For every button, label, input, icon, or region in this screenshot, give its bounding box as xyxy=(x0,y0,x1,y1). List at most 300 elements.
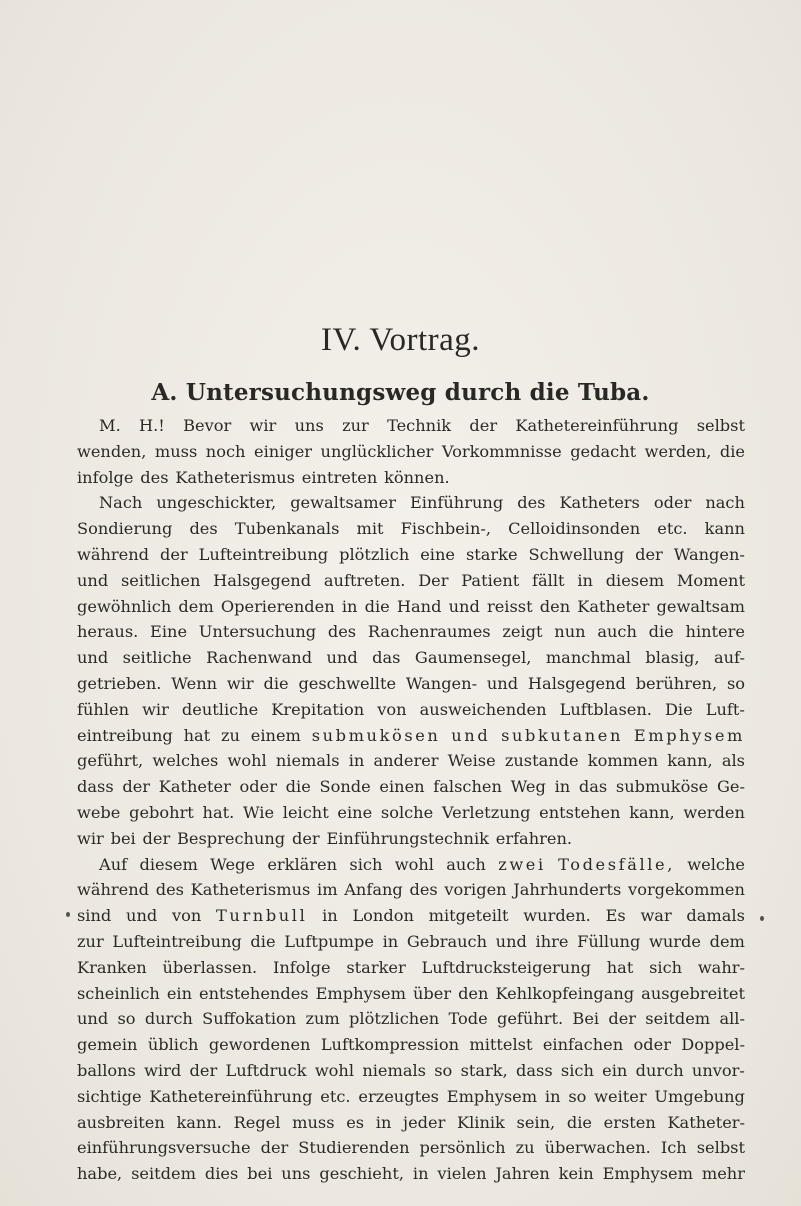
word: Vorkommnisse xyxy=(441,441,562,461)
word: der xyxy=(160,544,188,564)
word: etc. xyxy=(657,519,688,539)
word: über xyxy=(412,983,452,1003)
word: anderer xyxy=(373,751,439,771)
word: Wangen- xyxy=(405,673,478,693)
word: Infolge xyxy=(272,957,331,977)
word: Sonde xyxy=(319,777,371,797)
text-line xyxy=(77,697,745,723)
word: jeder xyxy=(403,1112,446,1132)
word: Krepitation xyxy=(271,699,365,719)
word: M. xyxy=(99,416,121,435)
word: Nach xyxy=(99,493,143,513)
word: Hand xyxy=(396,596,442,616)
word: Halsgegend xyxy=(527,673,626,693)
word: webe xyxy=(77,802,121,822)
word: in xyxy=(348,751,365,771)
word: plötzlich xyxy=(339,544,410,564)
word: Doppel- xyxy=(681,1035,745,1055)
word: zur xyxy=(77,931,104,951)
text-line xyxy=(77,800,745,826)
word: werden xyxy=(683,802,745,822)
word: berühren, xyxy=(635,673,718,693)
word: Die xyxy=(664,699,693,719)
word: Weise xyxy=(447,751,496,771)
word: der xyxy=(189,1060,218,1080)
text-line xyxy=(77,1161,745,1187)
word: gewordenen xyxy=(208,1035,311,1055)
word: und xyxy=(77,570,109,590)
word: vorigen xyxy=(444,880,507,900)
word: welche xyxy=(687,854,745,874)
word: gedacht xyxy=(570,441,637,461)
word: das xyxy=(578,777,608,797)
word: der xyxy=(608,1009,637,1029)
word: ausweichenden xyxy=(419,699,547,719)
word: des xyxy=(517,493,546,513)
word: ersten xyxy=(603,1112,656,1132)
word: oder xyxy=(653,493,692,513)
word: oder xyxy=(633,1035,671,1055)
word: die xyxy=(566,1112,592,1132)
word: Sondierung xyxy=(77,519,173,539)
word: in xyxy=(341,596,358,616)
word: eintreibung xyxy=(77,725,173,745)
word: etc. xyxy=(320,1086,351,1106)
word: diesem xyxy=(605,570,665,590)
word: Auf xyxy=(99,854,128,874)
word: Verletzung xyxy=(441,802,531,822)
word: damals xyxy=(686,906,745,926)
word: Tode xyxy=(448,1009,488,1029)
word: ausgebreitet xyxy=(641,983,745,1003)
word: und xyxy=(126,906,158,926)
word: wohl xyxy=(227,751,267,771)
word: kein xyxy=(558,1164,594,1184)
word: wahr- xyxy=(697,957,745,977)
word: Kathetereinführung xyxy=(515,416,679,435)
word: Lufteintreibung xyxy=(112,931,242,951)
word: Es xyxy=(605,906,626,926)
word: welches xyxy=(152,751,219,771)
word: uns xyxy=(281,1164,311,1184)
word: nach xyxy=(705,493,745,513)
word: heraus. xyxy=(77,622,139,642)
word: Halsgegend xyxy=(213,570,312,590)
word: Jahren xyxy=(495,1164,550,1184)
word: zu xyxy=(220,725,240,745)
text-line xyxy=(77,1135,745,1161)
word: Einführung xyxy=(409,493,504,513)
word: gemein xyxy=(77,1035,138,1055)
word: Tubenkanals xyxy=(234,519,340,539)
word: Ich xyxy=(660,1138,687,1158)
word: sind xyxy=(77,906,112,926)
word: Emphysem xyxy=(602,1164,693,1184)
word: weiter xyxy=(594,1086,647,1106)
word: ein xyxy=(602,1060,628,1080)
word: Bevor xyxy=(183,416,232,435)
text-line xyxy=(77,619,745,645)
word: muss xyxy=(292,1112,335,1132)
word: Gaumensegel, xyxy=(414,648,532,668)
word: manchmal xyxy=(545,648,631,668)
word: so xyxy=(568,1086,587,1106)
word: Studierenden xyxy=(298,1138,410,1158)
section-title: A. Untersuchungsweg durch die Tuba. xyxy=(151,379,650,406)
text-line xyxy=(77,748,745,774)
word: Untersuchung xyxy=(198,622,317,642)
word: nun xyxy=(554,622,586,642)
word: Jahrhunderts xyxy=(513,880,622,900)
word: scheinlich xyxy=(77,983,160,1003)
word: London xyxy=(352,906,414,926)
text-line xyxy=(77,852,745,878)
word: von xyxy=(171,906,202,926)
word: getrieben. xyxy=(77,673,162,693)
word: selbst xyxy=(696,1138,745,1158)
word: Wie xyxy=(242,802,275,822)
word: Katheter xyxy=(577,596,650,616)
word: Eine xyxy=(150,622,188,642)
word: fühlen xyxy=(77,699,130,719)
word: wenden, xyxy=(77,441,147,461)
word: Weg xyxy=(510,777,546,797)
word: einführungsversuche xyxy=(77,1138,251,1158)
word: den xyxy=(539,596,571,616)
word: so xyxy=(726,673,745,693)
word: wurde xyxy=(648,931,701,951)
word: Bei xyxy=(572,1009,600,1029)
text-line xyxy=(77,1032,745,1058)
text-line xyxy=(77,955,745,981)
word: dies xyxy=(204,1164,239,1184)
word: Regel xyxy=(233,1112,281,1132)
word: der xyxy=(291,828,320,848)
word: eine xyxy=(337,802,373,822)
word: der xyxy=(635,544,663,564)
word: Schwellung xyxy=(528,544,625,564)
word: hat xyxy=(183,725,211,745)
word: Wenn xyxy=(171,673,218,693)
word: eine xyxy=(420,544,455,564)
word: geschieht, xyxy=(319,1164,404,1184)
word: wohl xyxy=(314,1060,355,1080)
word: kann, xyxy=(629,802,675,822)
word: in xyxy=(375,1112,392,1132)
word: gewaltsam xyxy=(656,596,745,616)
word: Ge- xyxy=(716,777,745,797)
word: Technik xyxy=(387,416,452,435)
text-line xyxy=(77,826,745,852)
word: üblich xyxy=(147,1035,199,1055)
word: Suffokation xyxy=(202,1009,297,1029)
word: dass xyxy=(77,777,114,797)
word: Kathetereinführung xyxy=(149,1086,313,1106)
word: geschwellte xyxy=(298,673,397,693)
word: während xyxy=(77,544,150,564)
word: und xyxy=(495,931,527,951)
word: können. xyxy=(384,467,450,487)
word: ballons xyxy=(77,1060,136,1080)
word: habe, xyxy=(77,1164,123,1184)
word: Luftkompression xyxy=(320,1035,460,1055)
word: des xyxy=(189,519,218,539)
word: Klinik xyxy=(457,1112,505,1132)
word: wir xyxy=(142,699,169,719)
word: Umgebung xyxy=(654,1086,745,1106)
word: als xyxy=(721,751,745,771)
word: mehr xyxy=(701,1164,745,1184)
word: erzeugtes xyxy=(358,1086,439,1106)
word: reisst xyxy=(486,596,533,616)
word: starker xyxy=(346,957,406,977)
word: sich xyxy=(349,854,383,874)
word: dass xyxy=(516,1060,553,1080)
margin-speck xyxy=(760,916,764,921)
word: geführt, xyxy=(77,751,144,771)
text-line xyxy=(77,903,745,929)
word: Gebrauch xyxy=(406,931,488,951)
word: dem xyxy=(178,596,214,616)
word: seitdem xyxy=(131,1164,196,1184)
word: von xyxy=(377,699,407,719)
word: war xyxy=(640,906,672,926)
word: Wege xyxy=(210,854,255,874)
word: oder xyxy=(239,777,277,797)
text-line xyxy=(77,1006,745,1032)
word: Kehlkopfeingang xyxy=(495,983,635,1003)
word: auch xyxy=(446,854,486,874)
text-line xyxy=(77,1110,745,1136)
text-line xyxy=(77,413,745,439)
word: stark, xyxy=(460,1060,508,1080)
text-line xyxy=(77,439,745,465)
text-line xyxy=(77,490,745,516)
word: fällt xyxy=(532,570,565,590)
word: niemals xyxy=(275,751,340,771)
word: Emphysem xyxy=(315,983,406,1003)
word: Luft- xyxy=(705,699,745,719)
word: Turnbull xyxy=(216,906,308,926)
text-line xyxy=(77,671,745,697)
word: Einführungstechnik xyxy=(326,828,489,848)
word: werden, xyxy=(644,441,712,461)
word: bei xyxy=(247,1164,273,1184)
word: Der xyxy=(418,570,449,590)
word: blasig, xyxy=(645,648,700,668)
word: die xyxy=(250,931,276,951)
word: Rachenraumes xyxy=(367,622,491,642)
word: uns xyxy=(294,416,324,435)
word: falschen xyxy=(433,777,502,797)
word: sein, xyxy=(516,1112,556,1132)
word: einem xyxy=(250,725,301,745)
word: Besprechung xyxy=(176,828,286,848)
word: erklären xyxy=(267,854,338,874)
word: in xyxy=(577,570,593,590)
word: solche xyxy=(380,802,434,822)
word: seitliche xyxy=(122,648,192,668)
word: so xyxy=(117,1009,136,1029)
word: in xyxy=(554,777,571,797)
word: Lufteintreibung xyxy=(198,544,329,564)
word: in xyxy=(382,931,399,951)
word: die xyxy=(263,673,289,693)
word: ungeschickter, xyxy=(156,493,277,513)
word: Katheterismus xyxy=(175,467,295,487)
text-line xyxy=(77,723,745,749)
word: in xyxy=(322,906,338,926)
word: überlassen. xyxy=(162,957,258,977)
word: Luftdruck xyxy=(225,1060,307,1080)
word: auftreten. xyxy=(323,570,406,590)
word: leicht xyxy=(282,802,329,822)
word: infolge xyxy=(77,467,134,487)
text-line xyxy=(77,1084,745,1110)
word: Luftpumpe xyxy=(284,931,374,951)
word: der xyxy=(142,828,171,848)
word: Katheter- xyxy=(667,1112,745,1132)
word: ein xyxy=(166,983,193,1003)
word: des xyxy=(140,467,169,487)
word: all- xyxy=(719,1009,745,1029)
word: sich xyxy=(560,1060,594,1080)
word: zustande xyxy=(504,751,579,771)
word: es xyxy=(346,1112,365,1132)
word: mitgeteilt xyxy=(428,906,509,926)
word: und xyxy=(326,648,358,668)
word: Luftblasen. xyxy=(559,699,652,719)
word: zwei xyxy=(498,854,546,874)
word: eintreten xyxy=(301,467,378,487)
word: und xyxy=(451,725,491,745)
text-line xyxy=(77,594,745,620)
word: Patient xyxy=(461,570,520,590)
word: wir xyxy=(77,828,104,848)
word: hat. xyxy=(202,802,235,822)
word: und xyxy=(77,1009,109,1029)
word: noch xyxy=(205,441,246,461)
word: Anfang xyxy=(344,880,403,900)
chapter-title: IV. Vortrag. xyxy=(320,322,481,358)
word: wir xyxy=(226,673,254,693)
word: bei xyxy=(110,828,136,848)
text-line xyxy=(77,568,745,594)
word: H.! xyxy=(139,416,165,435)
word: deutliche xyxy=(181,699,259,719)
word: in xyxy=(544,1086,561,1106)
text-line xyxy=(77,645,745,671)
body-text xyxy=(77,413,745,1187)
word: niemals xyxy=(362,1060,426,1080)
word: durch xyxy=(635,1060,684,1080)
word: Katheterismus xyxy=(190,880,311,900)
text-line xyxy=(77,774,745,800)
word: zeigt xyxy=(502,622,543,642)
text-line xyxy=(77,877,745,903)
word: plötzlichen xyxy=(349,1009,440,1029)
word: das xyxy=(372,648,401,668)
text-line xyxy=(77,929,745,955)
word: und xyxy=(486,673,519,693)
word: Operierenden xyxy=(220,596,335,616)
word: Emphysem xyxy=(446,1086,538,1106)
word: persönlich xyxy=(419,1138,506,1158)
word: Rachenwand xyxy=(206,648,313,668)
word: Luftdrucksteigerung xyxy=(421,957,591,977)
margin-speck xyxy=(66,912,70,917)
word: wohl xyxy=(394,854,434,874)
word: überwachen. xyxy=(544,1138,651,1158)
text-line xyxy=(77,516,745,542)
text-line xyxy=(77,542,745,568)
word: die xyxy=(648,622,674,642)
word: und xyxy=(77,648,109,668)
word: kann, xyxy=(667,751,713,771)
word: der xyxy=(469,416,498,435)
word: während xyxy=(77,880,150,900)
word: der xyxy=(260,1138,289,1158)
word: seitdem xyxy=(645,1009,711,1029)
word: des xyxy=(327,622,357,642)
word: Kranken xyxy=(77,957,147,977)
text-line xyxy=(77,981,745,1007)
word: wird xyxy=(144,1060,182,1080)
word: sichtige xyxy=(77,1086,142,1106)
word: des xyxy=(155,880,184,900)
word: unglücklicher xyxy=(320,441,434,461)
word: zu xyxy=(515,1138,535,1158)
word: und xyxy=(448,596,480,616)
word: zum xyxy=(305,1009,340,1029)
word: geführt. xyxy=(496,1009,564,1029)
word: gewöhnlich xyxy=(77,596,172,616)
word: zur xyxy=(342,416,369,435)
word: in xyxy=(412,1164,429,1184)
word: ausbreiten xyxy=(77,1112,165,1132)
text-line xyxy=(77,1058,745,1084)
word: ihre xyxy=(535,931,569,951)
word: seitlichen xyxy=(120,570,201,590)
word: kann. xyxy=(176,1112,222,1132)
word: selbst xyxy=(696,416,745,435)
word: einen xyxy=(379,777,425,797)
word: Todesfälle, xyxy=(558,854,675,874)
word: einiger xyxy=(253,441,313,461)
word: Emphysem xyxy=(633,725,745,745)
word: Katheter xyxy=(158,777,231,797)
word: vorgekommen xyxy=(628,880,745,900)
word: subkutanen xyxy=(501,725,624,745)
word: sich xyxy=(649,957,683,977)
word: submukösen xyxy=(311,725,441,745)
word: Fischbein-, xyxy=(400,519,492,539)
word: Wangen- xyxy=(673,544,745,564)
word: im xyxy=(317,880,338,900)
word: entstehen xyxy=(539,802,621,822)
word: Katheters xyxy=(559,493,640,513)
text-line xyxy=(77,465,745,491)
word: Moment xyxy=(676,570,745,590)
word: erfahren. xyxy=(495,828,573,848)
word: auf- xyxy=(713,648,745,668)
word: mittelst xyxy=(469,1035,533,1055)
word: kann xyxy=(704,519,745,539)
word: der xyxy=(122,777,151,797)
word: die xyxy=(285,777,311,797)
word: hintere xyxy=(685,622,745,642)
word: Füllung xyxy=(577,931,641,951)
